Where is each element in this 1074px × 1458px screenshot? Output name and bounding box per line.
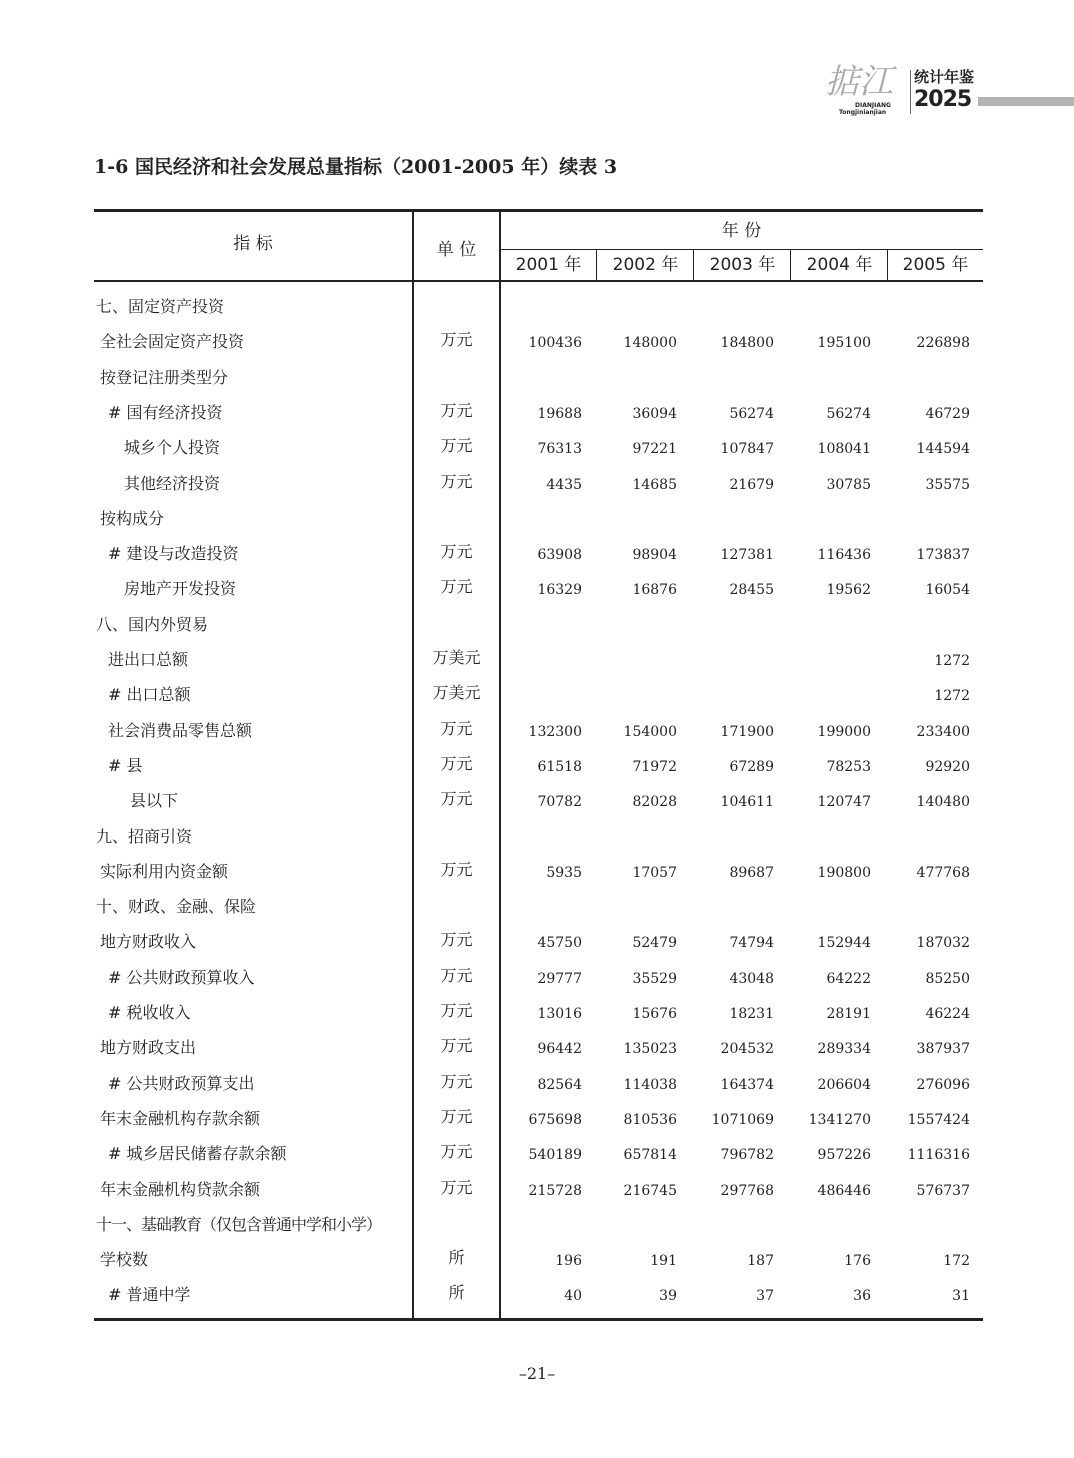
row-unit: 万元 [440,965,473,985]
row-unit: 万美元 [432,648,481,667]
row-label: 地方财政支出 [100,1038,197,1058]
row-unit: 万元 [440,718,473,738]
header-year-group: 年 份 [721,221,762,241]
cell-value: 195100 [817,335,871,352]
cell-value: 43048 [729,970,774,987]
cell-value: 37 [756,1288,774,1305]
cell-value: 21679 [729,476,774,493]
cell-value: 61518 [537,758,582,775]
cell-value: 14685 [632,476,677,493]
row-label: # 公共财政预算支出 [108,1073,255,1093]
cell-value: 39 [659,1288,677,1305]
header-bottom-rule [94,280,983,282]
table-row [0,1071,1074,1109]
row-label: # 公共财政预算收入 [108,967,255,987]
row-label: 年末金融机构贷款余额 [100,1179,261,1199]
cell-value: 127381 [720,547,774,564]
row-label: 进出口总额 [108,650,189,669]
cell-value: 45750 [537,935,582,952]
cell-value: 71972 [632,758,677,775]
row-unit: 万美元 [432,683,481,703]
cell-value: 173837 [916,547,970,564]
cell-value: 35575 [925,476,970,493]
cell-value: 148000 [623,335,677,352]
cell-value: 132300 [528,723,582,740]
cell-value: 957226 [817,1147,871,1164]
cell-value: 152944 [817,935,871,952]
logo-pinyin: DIANJIANG [855,102,891,109]
cell-value: 1071069 [711,1111,774,1128]
cell-value: 13016 [537,1006,582,1022]
row-unit: 万元 [440,577,473,597]
page-title: 1-6 国民经济和社会发展总量指标（2001-2005 年）续表 3 [94,156,618,178]
cell-value: 477768 [916,864,970,881]
cell-value: 1272 [934,653,970,669]
cell-value: 85250 [925,970,970,987]
cell-value: 17057 [632,864,677,881]
table-top-rule [94,209,983,212]
row-unit: 万元 [440,436,473,456]
table-row [0,332,1074,367]
cell-value: 104611 [720,794,774,811]
table-row [0,297,1074,332]
row-label: 学校数 [100,1250,149,1270]
table-row [0,753,1074,791]
cell-value: 289334 [817,1041,871,1058]
cell-value: 18231 [729,1006,774,1022]
cell-value: 70782 [537,794,582,811]
logo-text: 统计年鉴 [914,68,975,86]
row-unit: 万元 [440,1001,473,1020]
cell-value: 187032 [916,935,970,952]
row-label: 地方财政收入 [100,932,197,952]
table-row [0,791,1074,826]
table-row [0,615,1074,650]
cell-value: 46224 [925,1006,970,1022]
cell-value: 796782 [720,1147,774,1164]
page-number: –21– [518,1364,556,1383]
cell-value: 19562 [826,582,871,599]
row-label: 十、财政、金融、保险 [96,897,257,917]
cell-value: 19688 [537,405,582,422]
table-row [0,368,1074,403]
row-unit: 万元 [440,1177,473,1197]
cell-value: 190800 [817,864,871,881]
cell-value: 810536 [623,1111,677,1128]
table-row [0,438,1074,473]
cell-value: 16329 [537,582,582,599]
cell-value: 233400 [916,723,970,740]
header-year: 2005 年 [902,255,969,275]
table-row [0,544,1074,579]
logo-pinyin-sub: Tongjinianjian [839,109,887,116]
table-row [0,859,1074,897]
cell-value: 184800 [720,335,774,352]
header-year: 2001 年 [515,255,582,275]
row-unit: 万元 [440,1142,473,1162]
table-row [0,509,1074,544]
cell-value: 92920 [925,758,970,775]
cell-value: 215728 [528,1182,582,1199]
cell-value: 40 [564,1288,582,1305]
cell-value: 540189 [528,1147,582,1164]
logo-year: 2025 [914,87,972,112]
table-row [0,827,1074,862]
row-label: 社会消费品零售总额 [108,720,253,740]
cell-value: 1272 [934,688,970,705]
cell-value: 675698 [528,1111,582,1128]
cell-value: 36094 [632,405,677,422]
cell-value: 114038 [623,1076,677,1093]
cell-value: 96442 [537,1041,582,1058]
row-label: # 县 [108,755,143,775]
header-year: 2004 年 [806,255,873,275]
cell-value: 98904 [632,547,677,564]
year-group-rule [500,249,983,250]
table-row [0,1106,1074,1144]
cell-value: 576737 [916,1182,970,1199]
cell-value: 63908 [537,547,582,564]
row-label: # 出口总额 [108,685,191,705]
row-label: # 国有经济投资 [108,402,223,422]
cell-value: 387937 [916,1041,970,1058]
cell-value: 28191 [826,1006,871,1022]
cell-value: 171900 [720,723,774,740]
table-row [0,1250,1074,1285]
row-unit: 万元 [440,1071,473,1091]
cell-value: 16876 [632,582,677,599]
row-label: 年末金融机构存款余额 [100,1108,261,1128]
table-row [0,471,1074,509]
row-unit: 所 [448,1248,465,1268]
cell-value: 30785 [826,476,871,493]
cell-value: 154000 [623,723,677,740]
row-label: 实际利用内资金额 [100,861,229,881]
table-row [0,1215,1074,1250]
cell-value: 176 [844,1253,871,1270]
cell-value: 56274 [729,405,774,422]
row-unit: 万元 [440,542,473,562]
row-unit: 万元 [440,859,473,879]
cell-value: 297768 [720,1182,774,1199]
table-row [0,965,1074,1003]
cell-value: 15676 [632,1006,677,1022]
logo-divider [910,70,911,114]
row-label: 十一、基础教育（仅包含普通中学和小学） [96,1214,382,1234]
cell-value: 187 [747,1253,774,1270]
header-year: 2003 年 [709,255,776,275]
cell-value: 76313 [537,441,582,458]
logo-calligraphy: 掂江 [825,62,893,102]
cell-value: 36 [853,1288,871,1305]
cell-value: 89687 [729,864,774,881]
table-row [0,932,1074,967]
row-label: 九、招商引资 [96,826,193,846]
yearbook-logo [825,62,975,118]
row-label: 全社会固定资产投资 [100,332,245,352]
cell-value: 31 [952,1288,970,1305]
row-unit: 万元 [440,330,473,350]
cell-value: 28455 [729,582,774,599]
cell-value: 172 [943,1253,970,1270]
row-label: 其他经济投资 [124,473,221,493]
header-indicator: 指 标 [233,234,273,254]
cell-value: 67289 [729,758,774,775]
table-row [0,718,1074,756]
cell-value: 226898 [916,335,970,352]
cell-value: 196 [555,1253,582,1270]
row-label: 城乡个人投资 [124,438,221,458]
table-row [0,1177,1074,1215]
cell-value: 206604 [817,1076,871,1093]
row-unit: 万元 [440,930,473,950]
row-unit: 万元 [440,400,473,420]
row-label: # 税收收入 [108,1003,191,1022]
cell-value: 164374 [720,1076,774,1093]
cell-value: 107847 [720,441,774,458]
cell-value: 4435 [546,476,582,493]
cell-value: 199000 [817,723,871,740]
row-label: 七、固定资产投资 [96,297,225,316]
cell-value: 82028 [632,794,677,811]
cell-value: 52479 [632,935,677,952]
cell-value: 78253 [826,758,871,775]
cell-value: 35529 [632,970,677,987]
header-unit: 单 位 [436,240,477,260]
row-unit: 所 [448,1283,465,1303]
table-row [0,400,1074,438]
row-label: # 普通中学 [108,1285,191,1305]
cell-value: 97221 [632,441,677,458]
cell-value: 29777 [537,970,582,987]
table-row [0,685,1074,720]
cell-value: 204532 [720,1041,774,1058]
cell-value: 140480 [916,794,970,811]
row-unit: 万元 [440,1036,473,1056]
cell-value: 135023 [623,1041,677,1058]
cell-value: 16054 [925,582,970,599]
row-label: 八、国内外贸易 [96,614,209,634]
row-label: # 建设与改造投资 [108,544,239,564]
row-unit: 万元 [440,753,473,773]
table-row [0,650,1074,685]
cell-value: 64222 [826,970,871,987]
cell-value: 120747 [817,794,871,811]
cell-value: 5935 [546,864,582,881]
cell-value: 1341270 [808,1111,871,1128]
table-row [0,579,1074,614]
cell-value: 191 [650,1253,677,1270]
cell-value: 144594 [916,441,970,458]
row-label: 县以下 [130,791,179,811]
row-unit: 万元 [440,789,473,809]
cell-value: 486446 [817,1182,871,1199]
header-year: 2002 年 [612,255,679,275]
table-row [0,1285,1074,1320]
cell-value: 657814 [623,1147,677,1164]
cell-value: 276096 [916,1076,970,1093]
cell-value: 100436 [528,335,582,352]
cell-value: 1116316 [907,1147,970,1164]
cell-value: 116436 [817,547,871,564]
table-row [0,1003,1074,1038]
header-bar [978,97,1074,106]
row-label: 房地产开发投资 [124,579,237,599]
table-row [0,897,1074,932]
row-unit: 万元 [440,1106,473,1126]
cell-value: 216745 [623,1182,677,1199]
row-unit: 万元 [440,471,473,491]
row-label: 按登记注册类型分 [100,367,229,387]
cell-value: 108041 [817,441,871,458]
table-row [0,1038,1074,1073]
table-row [0,1144,1074,1179]
row-label: # 城乡居民储蓄存款余额 [108,1144,287,1164]
cell-value: 46729 [925,405,970,422]
cell-value: 56274 [826,405,871,422]
cell-value: 74794 [729,935,774,952]
row-label: 按构成分 [100,508,165,528]
cell-value: 82564 [537,1076,582,1093]
cell-value: 1557424 [907,1111,970,1128]
